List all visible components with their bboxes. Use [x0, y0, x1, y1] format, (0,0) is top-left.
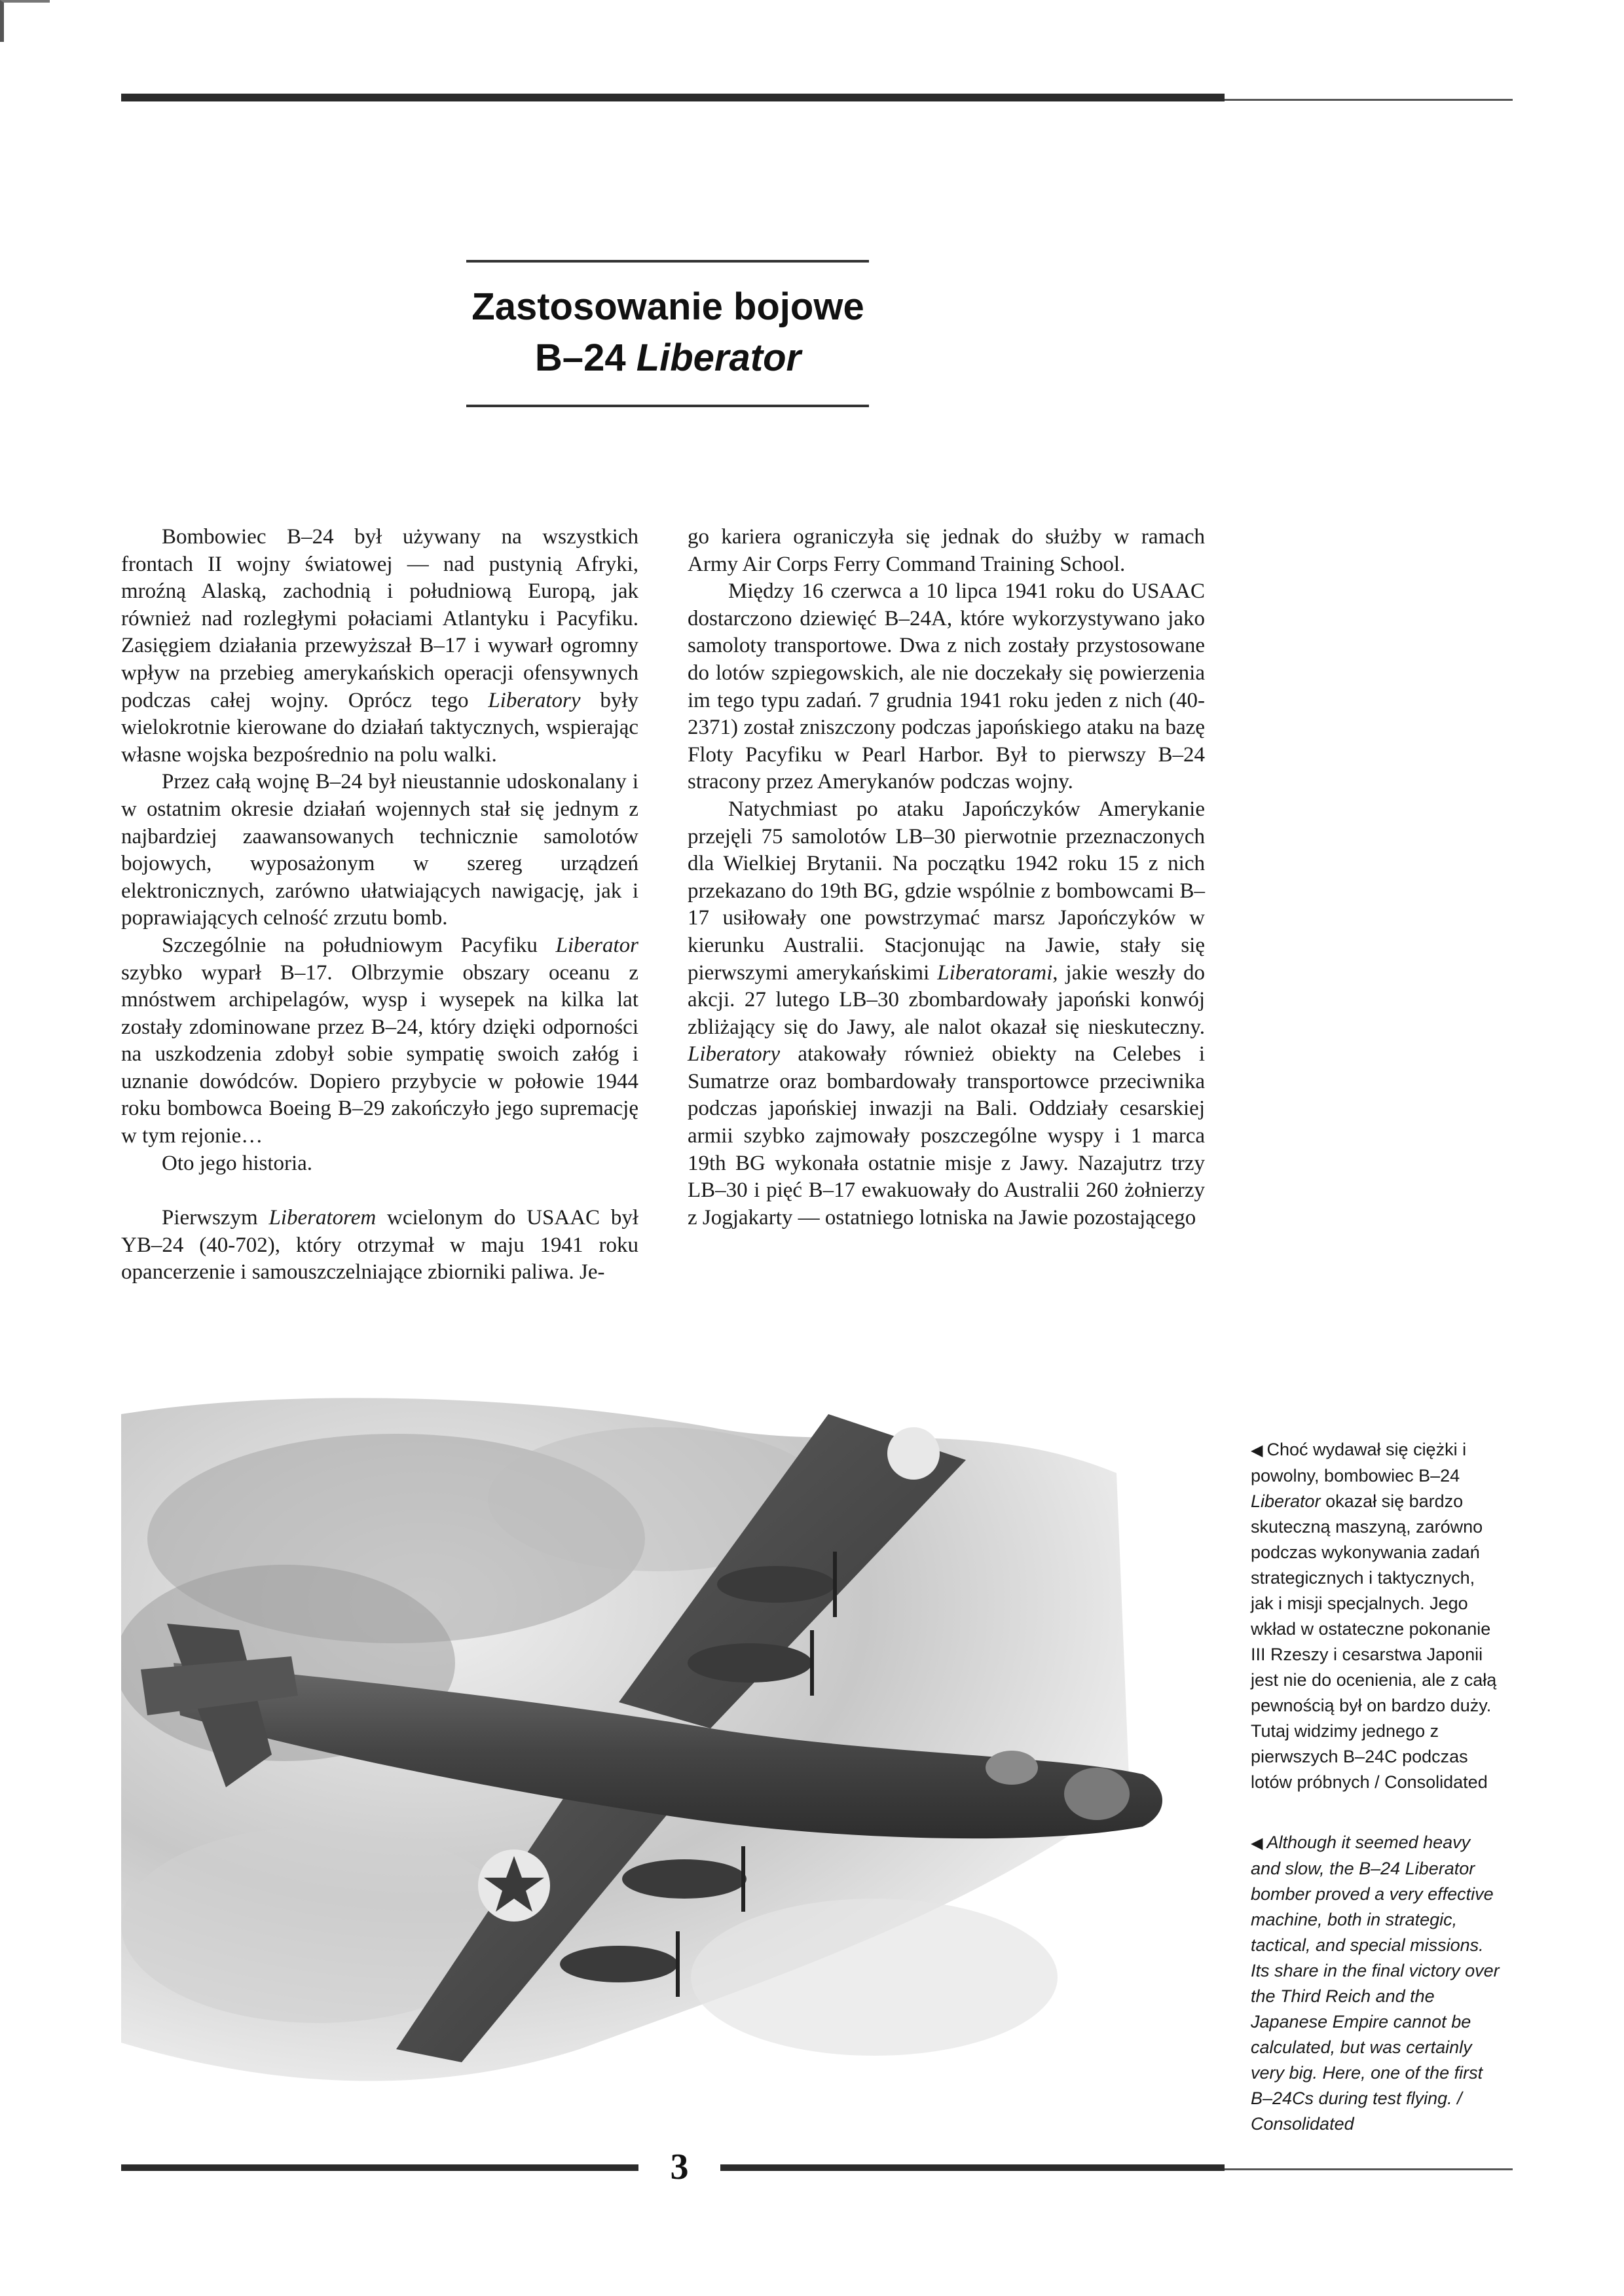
italic-term: Liberatory	[488, 688, 581, 712]
paragraph-text: atakowały również obiekty na Celebes i Sumatrze oraz bombardowały transportowce przeciwnika podczas japońskiej inwazji na Bali. Oddziały cesarskiej armii szybko zajmowały poszczególne wyspy i 1 marca 19th BG wykonała ostatnie misje z Jawy. Nazajutrz trzy LB–30 i pięć B–17 ewakuowały do Australii 260 żołnierzy z Jogjakarty — ostatniego lotniska na Jawie pozostającego	[688, 1042, 1205, 1230]
title-aircraft-code: B–24	[534, 337, 637, 379]
paragraph	[121, 524, 638, 769]
header-rule-thin	[1225, 99, 1513, 101]
italic-term: Liberatory	[688, 1042, 781, 1066]
caption-marker-icon: ◀	[1251, 1834, 1263, 1852]
paragraph: Między 16 czerwca a 10 lipca 1941 roku do USAAC dostarczono dziewięć B–24A, które wykorzystywano jako samoloty transportowe. Dwa z nich zostały przystosowane do lotów szpiegowskich, ale nie doczekały się powierzenia im tego typu zadań. 7 grudnia 1941 roku jeden z nich (40-2371) został zniszczony podczas japońskiego ataku na bazę Floty Pacyfiku w Pearl Harbor. Był to pierwszy B–24 stracony przez Amerykanów podczas wojny.	[688, 579, 1205, 794]
paragraph-text: Pierwszym	[162, 1206, 269, 1230]
paragraph: Przez całą wojnę B–24 był nieustannie udoskonalany i w ostatnim okresie działań wojennych stał się jednym z najbardziej zaawansowanych technicznie samolotów bojowych, wyposażonym w szereg urządzeń elektronicznych, zarówno ułatwiających nawigację, jak i poprawiających celność zrzutu bomb.	[121, 770, 638, 930]
paragraph-text: , jakie weszły do akcji. 27 lutego LB–30 zbombardowały japoński konwój zbliżający się do Jawy, ale nalot okazał się nieskuteczny.	[688, 960, 1205, 1039]
caption-text: okazał się bardzo skuteczną maszyną, zarówno podczas wykonywania zadań strategicznych i taktycznych, jak i misji specjalnych. Jego wkład w ostateczne pokonanie III Rzeszy i cesarstwa Japonii jest nie do ocenienia, ale z całą pewnością był on bardzo duży. Tutaj widzimy jednego z pierwszych B–24C podczas lotów próbnych / Consolidated	[1251, 1491, 1497, 1792]
paragraph	[688, 796, 1205, 1232]
caption-text: Although it seemed heavy and slow, the B–24 Liberator bomber proved a very effective machine, both in strategic, tactical, and special missions. Its share in the final victory over the Third Reich and the Japanese Empire cannot be calculated, but was certainly very big. Here, one of the first B–24Cs during test flying. / Consolidated	[1251, 1832, 1500, 2134]
title-rule-top	[466, 260, 869, 263]
paragraph: go kariera ograniczyła się jednak do służby w ramach Army Air Corps Ferry Command Training School.	[688, 525, 1205, 576]
chapter-title-line2	[393, 333, 943, 384]
paragraph	[121, 1205, 638, 1286]
paragraph-text: były wielokrotnie kierowane do działań taktycznych, wspierając własne wojska bezpośrednio na polu walki.	[121, 688, 638, 767]
page-number: 3	[670, 2147, 689, 2187]
italic-term: Liberatorami	[937, 960, 1053, 985]
footer-rule-right	[720, 2164, 1225, 2171]
photo-caption-english	[1251, 1830, 1500, 2137]
right-text-column	[688, 524, 1205, 1231]
chapter-title	[393, 282, 943, 384]
chapter-title-line1: Zastosowanie bojowe	[471, 285, 864, 328]
footer-rule-left	[121, 2164, 638, 2171]
paragraph-text: Bombowiec B–24 był używany na wszystkich frontach II wojny światowej — nad pustynią Afryki, mroźną Alaską, zachodnią i południową Europą, jak również nad rozległymi połaciami Atlantyku i Pacyfiku. Zasięgiem działania przewyższał B–17 i wywarł ogromny wpływ na przebieg amerykańskich operacji ofensywnych podczas całej wojny. Oprócz tego	[121, 525, 638, 712]
paragraph: Oto jego historia.	[162, 1151, 313, 1175]
italic-term: Liberatorem	[268, 1206, 377, 1230]
caption-marker-icon: ◀	[1251, 1442, 1263, 1459]
paragraph	[121, 932, 638, 1150]
title-aircraft-name: Liberator	[636, 337, 802, 379]
b24-bomber-photo	[121, 1388, 1231, 2102]
paragraph-text: Szczególnie na południowym Pacyfiku	[162, 933, 556, 957]
header-rule	[121, 94, 1225, 101]
paragraph-text: wcielonym do USAAC był YB–24 (40-702), który otrzymał w maju 1941 roku opancerzenie i samouszczelniające zbiorniki paliwa. Je-	[121, 1206, 638, 1285]
left-text-column	[121, 524, 638, 1286]
caption-italic: Liberator	[1251, 1491, 1321, 1511]
paragraph-text: Natychmiast po ataku Japończyków Amerykanie przejęli 75 samolotów LB–30 pierwotnie przeznaczonych dla Wielkiej Brytanii. Na początku 1942 roku 15 z nich przekazano do 19th BG, gdzie wspólnie z bombowcami B–17 usiłowały one powstrzymać marsz Japończyków w kierunku Australii. Stacjonując na Jawie, stały się pierwszymi amerykańskimi	[688, 797, 1205, 985]
paragraph-text: szybko wyparł B–17. Olbrzymie obszary oceanu z mnóstwem archipelagów, wysp i wysepek na kilka lat zostały zdominowane przez B–24, który dzięki odporności na uszkodzenia zdobył sobie sympatię swoich załóg i uznanie dowódców. Dopiero przybycie w połowie 1944 roku bombowca Boeing B–29 zakończyło jego supremację w tym rejonie…	[121, 960, 638, 1148]
italic-term: Liberator	[555, 933, 638, 957]
footer-rule-thin	[1225, 2168, 1513, 2170]
page-corner-mark	[0, 0, 50, 42]
photo-caption-polish	[1251, 1437, 1500, 1795]
title-rule-bottom	[466, 405, 869, 407]
caption-text: Choć wydawał się ciężki i powolny, bombowiec B–24	[1251, 1440, 1467, 1485]
